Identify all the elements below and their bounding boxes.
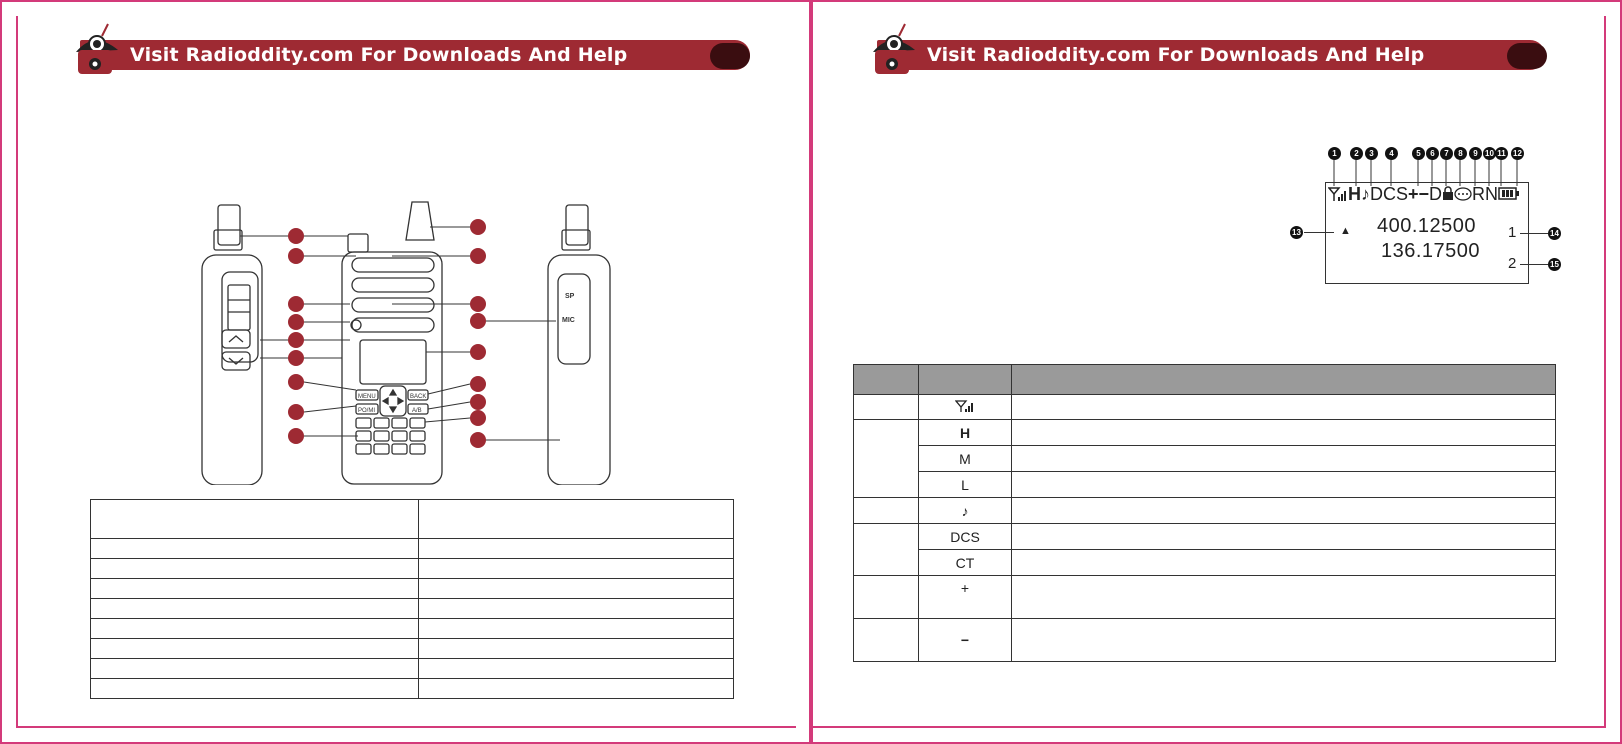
callout-13-line — [1304, 232, 1334, 233]
table-row — [854, 395, 1556, 420]
lock-icon — [1442, 186, 1454, 201]
tone-icon: ♪ — [1361, 184, 1370, 204]
callout-15: 15 — [1548, 258, 1561, 271]
mic-label: MIC — [562, 317, 575, 324]
ctcss-icon: CT — [919, 550, 1012, 576]
signal-bars-icon — [1328, 186, 1348, 202]
power-mid-icon: M — [919, 446, 1012, 472]
table-row — [854, 420, 1556, 446]
table-row — [854, 576, 1556, 619]
page-number-badge — [710, 43, 750, 69]
narrow-icon: N — [1485, 184, 1499, 204]
plus-shift-icon: + — [1408, 184, 1419, 204]
callout-markers — [240, 227, 560, 440]
power-high-icon: H — [919, 420, 1012, 446]
channel-b-label: 2 — [1508, 255, 1517, 272]
radio-illustration — [180, 200, 640, 485]
table-row — [91, 679, 734, 699]
callout-7: 7 — [1440, 147, 1453, 160]
minus-shift-icon: − — [1418, 184, 1430, 204]
table-row — [854, 498, 1556, 524]
callout-15-line — [1520, 264, 1548, 265]
table-row — [91, 659, 734, 679]
table-row — [91, 579, 734, 599]
minus-shift-icon: − — [919, 619, 1012, 662]
callout-3: 3 — [1365, 147, 1378, 160]
callout-10: 10 — [1483, 147, 1496, 160]
dtmf-icon: D — [1429, 184, 1443, 204]
vfo-arrow-icon: ▲ — [1340, 225, 1351, 237]
power-high-icon: H — [1348, 184, 1361, 204]
plus-shift-icon: + — [919, 576, 1012, 619]
banner-text: Visit Radioddity.com For Downloads And Help — [130, 44, 628, 66]
power-low-icon: L — [919, 472, 1012, 498]
header-banner — [877, 40, 1545, 70]
radio-front — [342, 202, 442, 484]
reverse-icon: R — [1472, 184, 1486, 204]
callout-14: 14 — [1548, 227, 1561, 240]
tone-icon: ♪ — [919, 498, 1012, 524]
callout-13: 13 — [1290, 226, 1303, 239]
radio-side-right — [548, 205, 610, 485]
frequency-a: 400.12500 — [1377, 215, 1477, 237]
vox-icon — [1454, 186, 1472, 201]
table-row — [91, 599, 734, 619]
callout-4: 4 — [1385, 147, 1398, 160]
radioddity-logo — [869, 22, 929, 78]
callout-circles — [288, 219, 486, 448]
table-row — [854, 524, 1556, 550]
table-row — [91, 500, 734, 539]
radio-side-left — [202, 205, 262, 485]
table-row — [854, 446, 1556, 472]
table-header-row — [854, 365, 1556, 395]
callout-2: 2 — [1350, 147, 1363, 160]
table-row — [91, 619, 734, 639]
sp-label: SP — [565, 293, 575, 300]
channel-a-label: 1 — [1508, 224, 1517, 241]
battery-icon — [1498, 186, 1520, 201]
callout-11: 11 — [1495, 147, 1508, 160]
dcs-icon: DCS — [1370, 184, 1409, 204]
callout-8: 8 — [1454, 147, 1467, 160]
back-key-label: BACK — [410, 394, 427, 400]
dcs-icon: DCS — [919, 524, 1012, 550]
table-row — [854, 550, 1556, 576]
callout-12: 12 — [1511, 147, 1524, 160]
lcd-icon-table — [853, 364, 1556, 662]
header-banner — [80, 40, 750, 70]
callout-6: 6 — [1426, 147, 1439, 160]
lcd-status-icons — [1328, 184, 1520, 205]
table-row — [91, 559, 734, 579]
banner-text: Visit Radioddity.com For Downloads And Help — [927, 44, 1425, 66]
parts-table — [90, 499, 734, 699]
page-number-badge — [1507, 43, 1547, 69]
table-row — [854, 619, 1556, 662]
frequency-b: 136.17500 — [1381, 240, 1481, 262]
menu-key-label: MENU — [358, 394, 376, 400]
callout-1: 1 — [1328, 147, 1341, 160]
table-row — [91, 539, 734, 559]
callout-5: 5 — [1412, 147, 1425, 160]
pomm-key-label: PO/MI — [358, 408, 376, 414]
callout-9: 9 — [1469, 147, 1482, 160]
callout-14-line — [1520, 233, 1548, 234]
table-row — [854, 472, 1556, 498]
signal-bars-icon — [955, 399, 975, 413]
table-row — [91, 639, 734, 659]
radioddity-logo — [72, 22, 132, 78]
ab-key-label: A/B — [412, 408, 422, 414]
